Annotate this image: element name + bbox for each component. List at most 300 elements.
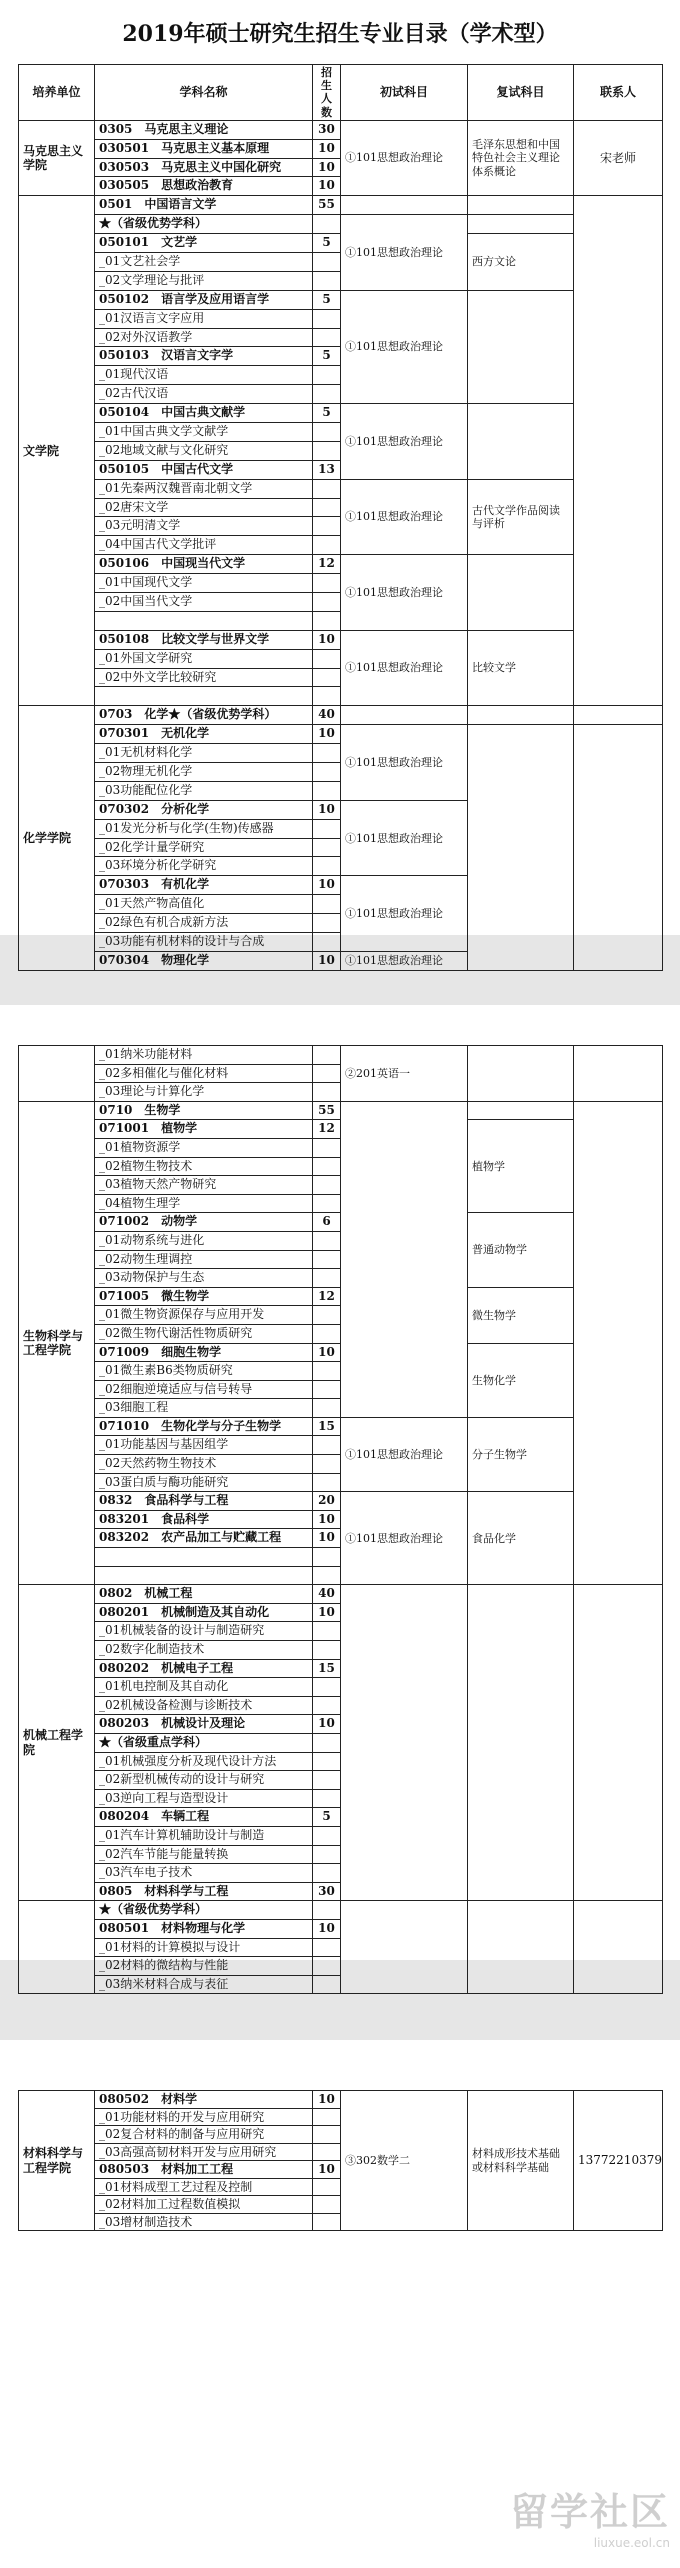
quota-cell [313, 895, 341, 914]
rows-page1 [19, 120, 663, 970]
quota-cell [313, 649, 341, 668]
subject-cell: 050106 中国现当代文学 [95, 555, 313, 574]
subject-cell: _01外国文学研究 [95, 649, 313, 668]
subject-cell: _03功能有机材料的设计与合成 [95, 933, 313, 952]
subject-cell: 080501 材料物理与化学 [95, 1919, 313, 1938]
quota-cell [313, 1046, 341, 1065]
quota-cell [313, 1083, 341, 1102]
exam-cell: ①101思想政治理论 [341, 951, 468, 970]
subject-cell: _02绿色有机合成新方法 [95, 914, 313, 933]
subject-cell: 083202 农产品加工与贮藏工程 [95, 1529, 313, 1548]
quota-cell [313, 574, 341, 593]
table-row [19, 290, 663, 309]
subject-cell: 070302 分析化学 [95, 800, 313, 819]
quota-cell: 10 [313, 1715, 341, 1734]
retest-cell [468, 1901, 574, 1994]
subject-cell: 071002 动物学 [95, 1213, 313, 1232]
subject-cell: 050103 汉语言文字学 [95, 347, 313, 366]
quota-cell [313, 1641, 341, 1660]
quota-cell [313, 1157, 341, 1176]
quota-cell [313, 611, 341, 630]
table-row [19, 1585, 663, 1604]
rows-page3 [19, 2091, 663, 2231]
subject-cell: 0703 化学★（省级优势学科） [95, 706, 313, 725]
subject-cell: _01纳米功能材料 [95, 1046, 313, 1065]
table-row [19, 1417, 663, 1436]
retest-cell [468, 404, 574, 480]
quota-cell: 12 [313, 1287, 341, 1306]
quota-cell: 10 [313, 800, 341, 819]
subject-cell: _02汽车节能与能量转换 [95, 1845, 313, 1864]
unit-cell: 化学学院 [19, 706, 95, 970]
subject-cell: ★（省级优势学科） [95, 1901, 313, 1920]
subject-cell: _01动物系统与进化 [95, 1231, 313, 1250]
exam-cell: ①101思想政治理论 [341, 120, 468, 196]
subject-cell: 071001 植物学 [95, 1120, 313, 1139]
quota-cell [313, 309, 341, 328]
quota-cell [313, 2213, 341, 2231]
subject-cell: _01功能基因与基因组学 [95, 1436, 313, 1455]
quota-cell: 5 [313, 1808, 341, 1827]
subject-cell: _04植物生理学 [95, 1194, 313, 1213]
subject-cell [95, 611, 313, 630]
subject-cell: _03环境分析化学研究 [95, 857, 313, 876]
quota-cell [313, 593, 341, 612]
subject-cell [95, 1566, 313, 1585]
retest-cell [468, 1585, 574, 1901]
exam-cell [341, 1585, 468, 1901]
quota-cell [313, 1622, 341, 1641]
quota-cell [313, 1269, 341, 1288]
quota-cell [313, 1548, 341, 1567]
subject-cell: 080204 车辆工程 [95, 1808, 313, 1827]
quota-cell: 40 [313, 1585, 341, 1604]
subject-cell: _02新型机械传动的设计与研究 [95, 1771, 313, 1790]
subject-cell: 030505 思想政治教育 [95, 177, 313, 196]
quota-cell [313, 933, 341, 952]
subject-cell: _03动物保护与生态 [95, 1269, 313, 1288]
subject-cell: _01汽车计算机辅助设计与制造 [95, 1826, 313, 1845]
table-row [19, 555, 663, 574]
exam-cell [341, 1901, 468, 1994]
unit-cell: 机械工程学院 [19, 1585, 95, 1901]
subject-cell: 080503 材料加工工程 [95, 2161, 313, 2179]
subject-cell: _02中国当代文学 [95, 593, 313, 612]
subject-cell: _01机械装备的设计与制造研究 [95, 1622, 313, 1641]
quota-cell: 55 [313, 196, 341, 215]
quota-cell [313, 1138, 341, 1157]
quota-cell [313, 1752, 341, 1771]
exam-cell: ①101思想政治理论 [341, 800, 468, 876]
contact-cell: 13772210379 [574, 2091, 663, 2231]
quota-cell [313, 781, 341, 800]
subject-cell: _02唐宋文学 [95, 498, 313, 517]
contact-cell [574, 706, 663, 725]
quota-cell [313, 536, 341, 555]
subject-cell: _02对外汉语教学 [95, 328, 313, 347]
quota-cell [313, 914, 341, 933]
quota-cell [313, 366, 341, 385]
exam-cell: ①101思想政治理论 [341, 555, 468, 631]
col-header-subject: 学科名称 [95, 65, 313, 121]
subject-cell: 0305 马克思主义理论 [95, 120, 313, 139]
retest-cell [468, 555, 574, 631]
subject-cell: 070304 物理化学 [95, 951, 313, 970]
subject-cell: _03细胞工程 [95, 1399, 313, 1418]
quota-cell [313, 1938, 341, 1957]
subject-cell: 050104 中国古典文献学 [95, 404, 313, 423]
quota-cell [313, 1789, 341, 1808]
retest-cell: 分子生物学 [468, 1417, 574, 1491]
quota-cell [313, 1845, 341, 1864]
subject-cell: _02材料的微结构与性能 [95, 1957, 313, 1976]
subject-cell: _02古代汉语 [95, 385, 313, 404]
quota-cell [313, 328, 341, 347]
contact-cell: 宋老师 [574, 120, 663, 196]
table-row [19, 120, 663, 139]
subject-cell: 0501 中国语言文学 [95, 196, 313, 215]
table-row [19, 2091, 663, 2109]
retest-cell: 普通动物学 [468, 1213, 574, 1287]
subject-cell: 083201 食品科学 [95, 1510, 313, 1529]
quota-cell [313, 1194, 341, 1213]
table-row [19, 630, 663, 649]
watermark-logo: 留学社区 [509, 2490, 670, 2534]
table-row [19, 404, 663, 423]
table-row [19, 1492, 663, 1511]
retest-cell: 材料成形技术基础或材料科学基础 [468, 2091, 574, 2231]
subject-cell: 0805 材料科学与工程 [95, 1882, 313, 1901]
unit-cell: 文学院 [19, 196, 95, 706]
quota-cell: 10 [313, 951, 341, 970]
exam-cell: ①101思想政治理论 [341, 404, 468, 480]
table-row [19, 1901, 663, 1920]
quota-cell: 30 [313, 120, 341, 139]
catalog-table-page3 [18, 2090, 663, 2231]
subject-cell: _03元明清文学 [95, 517, 313, 536]
subject-cell: _01天然产物高值化 [95, 895, 313, 914]
subject-cell: _03理论与计算化学 [95, 1083, 313, 1102]
quota-cell [313, 1176, 341, 1195]
subject-cell: ★（省级优势学科） [95, 215, 313, 234]
unit-cell: 材料科学与工程学院 [19, 2091, 95, 2231]
unit-cell [19, 1046, 95, 1102]
retest-cell: 食品化学 [468, 1492, 574, 1585]
exam-cell: ①101思想政治理论 [341, 1492, 468, 1585]
retest-cell: 古代文学作品阅读与评析 [468, 479, 574, 555]
quota-cell: 15 [313, 1659, 341, 1678]
quota-cell: 10 [313, 1919, 341, 1938]
quota-cell: 10 [313, 1529, 341, 1548]
subject-cell: _01材料成型工艺过程及控制 [95, 2178, 313, 2196]
unit-cell: 马克思主义学院 [19, 120, 95, 196]
document-title: 2019年硕士研究生招生专业目录（学术型） [122, 21, 558, 47]
quota-cell [313, 1380, 341, 1399]
subject-cell: 071005 微生物学 [95, 1287, 313, 1306]
subject-cell: 080202 机械电子工程 [95, 1659, 313, 1678]
retest-cell: 毛泽东思想和中国特色社会主义理论体系概论 [468, 120, 574, 196]
subject-cell: _01植物资源学 [95, 1138, 313, 1157]
contact-cell [574, 1101, 663, 1584]
quota-cell: 10 [313, 630, 341, 649]
subject-cell: _01微生素B6类物质研究 [95, 1362, 313, 1381]
quota-cell [313, 2178, 341, 2196]
exam-cell: ①101思想政治理论 [341, 479, 468, 555]
col-header-retest: 复试科目 [468, 65, 574, 121]
subject-cell: _01机电控制及其自动化 [95, 1678, 313, 1697]
quota-cell [313, 2108, 341, 2126]
quota-cell [313, 1064, 341, 1083]
subject-cell: _01无机材料化学 [95, 744, 313, 763]
quota-cell [313, 1324, 341, 1343]
watermark-url: liuxue.eol.cn [593, 2536, 670, 2550]
quota-cell: 5 [313, 347, 341, 366]
subject-cell: _03蛋白质与酶功能研究 [95, 1473, 313, 1492]
quota-cell [313, 838, 341, 857]
catalog-table-page1 [18, 64, 663, 971]
quota-cell: 10 [313, 1603, 341, 1622]
quota-cell: 10 [313, 158, 341, 177]
quota-cell [313, 857, 341, 876]
retest-cell: 西方文论 [468, 234, 574, 291]
quota-cell [313, 1771, 341, 1790]
quota-cell [313, 744, 341, 763]
quota-cell [313, 423, 341, 442]
retest-cell [468, 725, 574, 971]
quota-cell [313, 498, 341, 517]
contact-cell [574, 196, 663, 706]
quota-cell [313, 479, 341, 498]
table-row [19, 479, 663, 498]
quota-cell [313, 1231, 341, 1250]
quota-cell [313, 1864, 341, 1883]
col-header-quota: 招生人数 [313, 65, 341, 121]
quota-cell [313, 668, 341, 687]
subject-cell: _01机械强度分析及现代设计方法 [95, 1752, 313, 1771]
subject-cell: 071009 细胞生物学 [95, 1343, 313, 1362]
rows-page2 [19, 1046, 663, 1994]
subject-cell: _02微生物代谢活性物质研究 [95, 1324, 313, 1343]
retest-cell [468, 215, 574, 234]
table-row [19, 215, 663, 234]
subject-cell: _02文学理论与批评 [95, 271, 313, 290]
quota-cell: 10 [313, 139, 341, 158]
quota-cell: 10 [313, 1510, 341, 1529]
quota-cell [313, 1696, 341, 1715]
retest-cell: 生物化学 [468, 1343, 574, 1417]
exam-cell: ①101思想政治理论 [341, 215, 468, 291]
contact-cell [574, 1046, 663, 1102]
quota-cell: 12 [313, 1120, 341, 1139]
quota-cell [313, 2143, 341, 2161]
quota-cell: 13 [313, 460, 341, 479]
retest-cell [468, 1046, 574, 1102]
contact-cell [574, 725, 663, 971]
quota-cell [313, 1436, 341, 1455]
subject-cell: _01微生物资源保存与应用开发 [95, 1306, 313, 1325]
quota-cell [313, 1306, 341, 1325]
subject-cell: _02化学计量学研究 [95, 838, 313, 857]
quota-cell [313, 1957, 341, 1976]
exam-cell [341, 706, 468, 725]
quota-cell: 10 [313, 2161, 341, 2179]
subject-cell: _02动物生理调控 [95, 1250, 313, 1269]
subject-cell: _02细胞逆境适应与信号转导 [95, 1380, 313, 1399]
subject-cell: 080502 材料学 [95, 2091, 313, 2109]
quota-cell [313, 2196, 341, 2214]
quota-cell [313, 441, 341, 460]
subject-cell: ★（省级重点学科） [95, 1733, 313, 1752]
exam-cell: ②201英语一 [341, 1046, 468, 1102]
quota-cell: 10 [313, 876, 341, 895]
subject-cell: _02多相催化与催化材料 [95, 1064, 313, 1083]
subject-cell: 050101 文艺学 [95, 234, 313, 253]
subject-cell: _02数字化制造技术 [95, 1641, 313, 1660]
subject-cell: _03纳米材料合成与表征 [95, 1975, 313, 1994]
subject-cell: _01功能材料的开发与应用研究 [95, 2108, 313, 2126]
quota-cell [313, 763, 341, 782]
quota-cell [313, 687, 341, 706]
col-header-unit: 培养单位 [19, 65, 95, 121]
subject-cell: _01文艺社会学 [95, 252, 313, 271]
quota-cell [313, 385, 341, 404]
quota-cell [313, 1399, 341, 1418]
retest-cell [468, 1101, 574, 1120]
table-row [19, 1101, 663, 1120]
subject-cell: _02中外文学比较研究 [95, 668, 313, 687]
subject-cell: _01发光分析与化学(生物)传感器 [95, 819, 313, 838]
subject-cell [95, 687, 313, 706]
quota-cell [313, 1975, 341, 1994]
subject-cell: 070301 无机化学 [95, 725, 313, 744]
exam-cell: ③302数学二 [341, 2091, 468, 2231]
retest-cell [468, 196, 574, 215]
header-row [19, 65, 663, 121]
exam-cell: ①101思想政治理论 [341, 725, 468, 801]
table-row [19, 725, 663, 744]
quota-cell: 10 [313, 177, 341, 196]
exam-cell [341, 196, 468, 215]
exam-cell: ①101思想政治理论 [341, 1417, 468, 1491]
subject-cell: 030503 马克思主义中国化研究 [95, 158, 313, 177]
subject-cell: 0802 机械工程 [95, 1585, 313, 1604]
subject-cell: _01中国古典文学文献学 [95, 423, 313, 442]
quota-cell [313, 1362, 341, 1381]
contact-cell [574, 1901, 663, 1994]
subject-cell: _03高强高韧材料开发与应用研究 [95, 2143, 313, 2161]
quota-cell: 5 [313, 290, 341, 309]
quota-cell [313, 1678, 341, 1697]
unit-cell [19, 1901, 95, 1994]
quota-cell: 10 [313, 725, 341, 744]
subject-cell: 0710 生物学 [95, 1101, 313, 1120]
retest-cell: 微生物学 [468, 1287, 574, 1343]
site-watermark [510, 2481, 670, 2550]
table-row [19, 196, 663, 215]
subject-cell: 050105 中国古代文学 [95, 460, 313, 479]
subject-cell: _01材料的计算模拟与设计 [95, 1938, 313, 1957]
exam-cell: ①101思想政治理论 [341, 876, 468, 952]
table-row [19, 706, 663, 725]
subject-cell: _02物理无机化学 [95, 763, 313, 782]
col-header-contact: 联系人 [574, 65, 663, 121]
quota-cell: 15 [313, 1417, 341, 1436]
quota-cell: 55 [313, 1101, 341, 1120]
quota-cell: 10 [313, 1343, 341, 1362]
quota-cell: 30 [313, 1882, 341, 1901]
subject-cell: _03植物天然产物研究 [95, 1176, 313, 1195]
quota-cell [313, 1566, 341, 1585]
table-row [19, 1046, 663, 1065]
subject-cell: _02材料加工过程数值模拟 [95, 2196, 313, 2214]
subject-cell: 070303 有机化学 [95, 876, 313, 895]
contact-cell [574, 1585, 663, 1901]
subject-cell: _02复合材料的制备与应用研究 [95, 2126, 313, 2144]
subject-cell: _01中国现代文学 [95, 574, 313, 593]
subject-cell: _01汉语言文字应用 [95, 309, 313, 328]
quota-cell [313, 517, 341, 536]
quota-cell [313, 215, 341, 234]
quota-cell: 6 [313, 1213, 341, 1232]
subject-cell: _02天然药物生物技术 [95, 1455, 313, 1474]
quota-cell [313, 1250, 341, 1269]
quota-cell [313, 271, 341, 290]
exam-cell [341, 1101, 468, 1417]
subject-cell: _01现代汉语 [95, 366, 313, 385]
quota-cell [313, 1826, 341, 1845]
retest-cell [468, 290, 574, 403]
quota-cell [313, 1901, 341, 1920]
quota-cell [313, 819, 341, 838]
subject-cell: 030501 马克思主义基本原理 [95, 139, 313, 158]
retest-cell: 比较文学 [468, 630, 574, 706]
quota-cell: 5 [313, 234, 341, 253]
quota-cell: 20 [313, 1492, 341, 1511]
catalog-table-page2 [18, 1045, 663, 1994]
retest-cell [468, 706, 574, 725]
col-header-exam: 初试科目 [341, 65, 468, 121]
subject-cell: _04中国古代文学批评 [95, 536, 313, 555]
exam-cell: ①101思想政治理论 [341, 290, 468, 403]
exam-cell: ①101思想政治理论 [341, 630, 468, 706]
subject-cell: 071010 生物化学与分子生物学 [95, 1417, 313, 1436]
quota-cell [313, 1455, 341, 1474]
subject-cell: 050108 比较文学与世界文学 [95, 630, 313, 649]
quota-cell [313, 1733, 341, 1752]
subject-cell: _03增材制造技术 [95, 2213, 313, 2231]
unit-cell: 生物科学与工程学院 [19, 1101, 95, 1584]
subject-cell: 080201 机械制造及其自动化 [95, 1603, 313, 1622]
subject-cell: _02机械设备检测与诊断技术 [95, 1696, 313, 1715]
quota-cell: 12 [313, 555, 341, 574]
subject-cell: _03汽车电子技术 [95, 1864, 313, 1883]
subject-cell: 0832 食品科学与工程 [95, 1492, 313, 1511]
retest-cell: 植物学 [468, 1120, 574, 1213]
quota-cell [313, 1473, 341, 1492]
subject-cell: _03逆向工程与造型设计 [95, 1789, 313, 1808]
quota-cell [313, 252, 341, 271]
subject-cell: _02植物生物技术 [95, 1157, 313, 1176]
quota-cell: 10 [313, 2091, 341, 2109]
subject-cell: _03功能配位化学 [95, 781, 313, 800]
subject-cell: _01先秦两汉魏晋南北朝文学 [95, 479, 313, 498]
quota-cell [313, 2126, 341, 2144]
subject-cell [95, 1548, 313, 1567]
quota-cell: 5 [313, 404, 341, 423]
quota-cell: 40 [313, 706, 341, 725]
subject-cell: _02地域文献与文化研究 [95, 441, 313, 460]
subject-cell: 080203 机械设计及理论 [95, 1715, 313, 1734]
